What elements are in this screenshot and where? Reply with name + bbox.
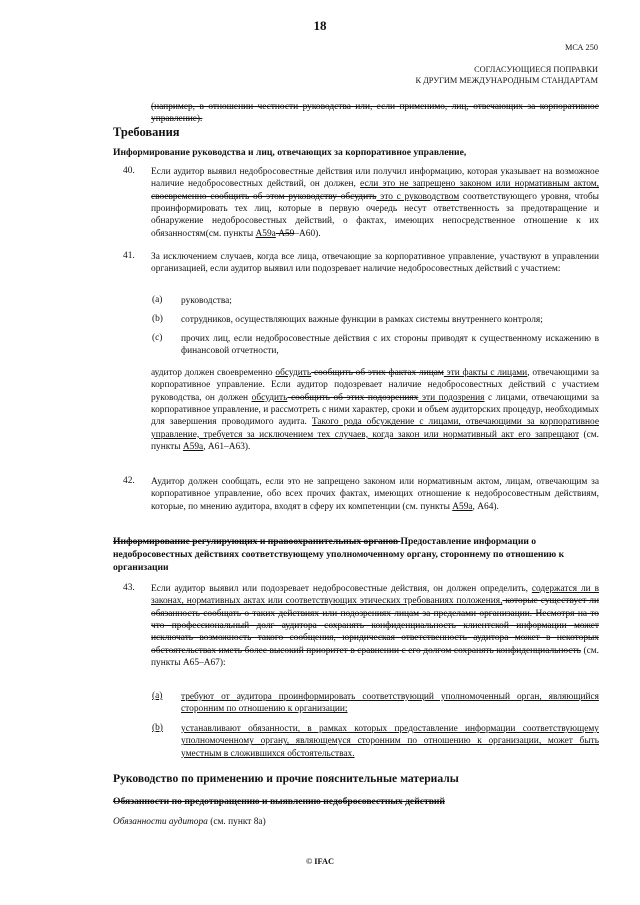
list-item-43b: устанавливают обязанности, в рамках которых предоставление информации соответствующему уполномоченному органу, являющемуся сторонним по отношению к организации, может быть уместным в сложившихся обстоятельствах. bbox=[181, 724, 599, 759]
page-number: 18 bbox=[313, 18, 327, 33]
paragraph-number-42: 42. bbox=[123, 476, 135, 486]
paragraph-43: Если аудитор выявил или подозревает недобросовестные действия, он должен определить, содержатся ли в законах, нормативных актах или соответствующих этических требованиях положения, которые существует ли обязанность сообщать о таких действиях или подозрениях лицам за пределами организации. Несмотря на то что профессиональный долг аудитора сохранять конфиденциальность клиентской информации может исключать возможность такого сообщения, юридическая ответственность аудитора может в некоторых обстоятельствах иметь более высокий приоритет в сравнении с его долгом сохранять конфиденциальность (см. пункты А65–А67): bbox=[151, 584, 600, 669]
duties-reference: Обязанности аудитора (см. пункт 8а) bbox=[113, 817, 266, 827]
list-marker-43b: (b) bbox=[152, 723, 163, 733]
paragraph-number-40: 40. bbox=[123, 166, 135, 176]
subheading-duties: Обязанности по предотвращению и выявлению недобросовестных действий bbox=[113, 796, 445, 807]
subheading-inform-management: Информирование руководства и лиц, отвечающих за корпоративное управление, bbox=[113, 147, 467, 158]
paragraph-42: Аудитор должен сообщать, если это не запрещено законом или нормативным актом, лицам, отвечающим за корпоративное управление, обо всех прочих фактах, имеющих отношение к недобросовестным действиям, которые, по мнению аудитора, входят в сферу их компетенции (см. пункты А59а, А64). bbox=[151, 477, 599, 512]
list-marker-a: (a) bbox=[152, 295, 163, 305]
list-marker-b: (b) bbox=[152, 314, 163, 324]
paragraph-number-43: 43. bbox=[123, 583, 135, 593]
paragraph-number-41: 41. bbox=[123, 251, 135, 261]
paragraph-41: За исключением случаев, когда все лица, отвечающие за корпоративное управление, участвуют в управлении организацией, если аудитор выявил или подозревает наличие недобросовестных действий с участием: bbox=[151, 252, 599, 275]
section-heading-guidance: Руководство по применению и прочие пояснительные материалы bbox=[113, 772, 459, 785]
paragraph-40: Если аудитор выявил недобросовестные действия или получил информацию, которая указывает на возможное наличие недобросовестных действий, он должен, если это не запрещено законом или нормативным актом, своевременно сообщить об этом руководству обсудить это с руководством соответствующего уровня, чтобы проинформировать тех лиц, которые в первую очередь несут ответственность за предотвращение и обнаружение недобросовестных действий, о фактах, имеющих непосредственное отношение к их обязанностям(см. пункты А59а А59–А60). bbox=[151, 167, 599, 239]
section-heading-requirements: Требования bbox=[113, 125, 180, 139]
list-item-b: сотрудников, осуществляющих важные функции в рамках системы внутреннего контроля; bbox=[181, 315, 543, 325]
footer-copyright: © IFAC bbox=[306, 857, 334, 866]
running-header-line-2: К ДРУГИМ МЕЖДУНАРОДНЫМ СТАНДАРТАМ bbox=[415, 76, 598, 85]
list-item-c: прочих лиц, если недобросовестные действия с их стороны приводят к существенному искажению в финансовой отчетности, bbox=[181, 334, 599, 357]
doc-code: МСА 250 bbox=[564, 43, 598, 52]
list-marker-43a: (a) bbox=[152, 691, 163, 701]
paragraph-41-continuation: аудитор должен своевременно обсудить сообщить об этих фактах лицам эти факты с лицами, отвечающими за корпоративное управление. Если аудитор подозревает наличие недобросовестных действий с участием руководства, он должен обсудить сообщить об этих подозрениях эти подозрения с лицами, отвечающими за корпоративное управление, и рассмотреть с ними характер, сроки и объем аудиторских процедур, необходимых для завершения проводимого аудита. Такого рода обсуждение с лицами, отвечающими за корпоративное управление, требуется за исключением тех случаев, когда закон или нормативный акт его запрещают (см. пункты А59а, А61–А63). bbox=[151, 368, 600, 453]
list-item-43a: требуют от аудитора проинформировать соответствующий уполномоченный орган, являющийся сторонним по отношению к организации; bbox=[181, 692, 599, 715]
continuation-paragraph: (например, в отношении честности руководства или, если применимо, лиц, отвечающих за корпоративное управление). bbox=[151, 102, 599, 125]
subheading-report-authority: Информирование регулирующих и правоохранительных органов Предоставление информации о недобросовестных действиях соответствующему уполномоченному органу, стороннему по отношению к организации bbox=[113, 536, 565, 573]
running-header-line-1: СОГЛАСУЮЩИЕСЯ ПОПРАВКИ bbox=[474, 65, 598, 74]
list-marker-c: (c) bbox=[152, 333, 163, 343]
list-item-a: руководства; bbox=[181, 296, 232, 306]
